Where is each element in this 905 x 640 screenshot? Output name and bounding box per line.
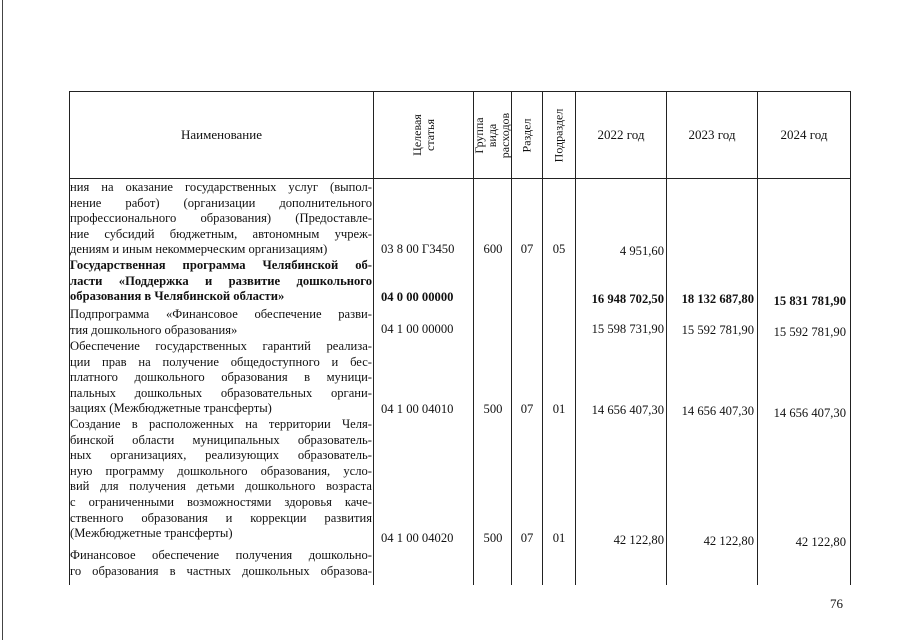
header-2024-text: 2024 год xyxy=(780,127,828,142)
table-row-name xyxy=(70,548,372,579)
amount-2024: 15 831 781,90 xyxy=(773,294,846,308)
header-group-text: Группа вида расходов xyxy=(472,112,512,158)
header-target-text: Целевая статья xyxy=(409,114,437,156)
group-code: 500 xyxy=(483,531,503,545)
name-line: Подпрограмма «Финансовое обеспечение разви- xyxy=(70,307,372,321)
amount-2024: 42 122,80 xyxy=(795,535,846,549)
name-line: зациях (Межбюджетные трансферты) xyxy=(70,401,272,416)
name-line: пальных дошкольных образовательных органи- xyxy=(70,385,372,400)
name-line: образования в Челябинской области» xyxy=(70,289,285,304)
name-line: ние субсидий бюджетным, автономным учреж- xyxy=(70,226,372,241)
header-name xyxy=(70,92,373,178)
name-line: тия дошкольного образования» xyxy=(70,322,238,337)
amount-2022: 15 598 731,90 xyxy=(591,322,664,336)
header-name-text: Наименование xyxy=(181,127,262,142)
table-row-name xyxy=(70,180,372,258)
name-line: Финансовое обеспечение получения дошкольно- xyxy=(70,548,372,562)
amount-2022: 14 656 407,30 xyxy=(591,403,664,417)
name-line: Создание в расположенных на территории Челя- xyxy=(70,417,372,431)
section-code: 07 xyxy=(520,242,534,256)
section-code: 07 xyxy=(520,402,534,416)
name-line: ласти «Поддержка и развитие дошкольного xyxy=(70,273,372,288)
table-row-name xyxy=(70,307,372,338)
name-line: Обеспечение государственных гарантий реализа- xyxy=(70,339,372,353)
amount-2023: 18 132 687,80 xyxy=(681,292,754,306)
header-target xyxy=(374,92,473,178)
amount-2022: 42 122,80 xyxy=(613,533,664,547)
amount-2022: 16 948 702,50 xyxy=(591,292,664,306)
group-code: 500 xyxy=(483,402,503,416)
header-subsection xyxy=(543,92,575,178)
page-number: 76 xyxy=(830,596,843,611)
target-code: 04 1 00 00000 xyxy=(381,322,454,336)
name-line: ных организациях, реализующих образователь- xyxy=(70,448,372,463)
amount-2024: 15 592 781,90 xyxy=(773,325,846,339)
header-2023 xyxy=(667,92,757,178)
section-code: 07 xyxy=(520,531,534,545)
page-edge xyxy=(2,0,3,640)
name-line: дениям и иным некоммерческим организациям) xyxy=(70,242,328,257)
target-code: 04 1 00 04020 xyxy=(381,531,454,545)
name-line: ния на оказание государственных услуг (выпол- xyxy=(70,180,372,194)
name-line: бинской области муниципальных образователь- xyxy=(70,432,372,447)
amount-2023: 14 656 407,30 xyxy=(681,404,754,418)
name-line: платного дошкольного образования в муници- xyxy=(70,370,372,385)
amount-2022: 4 951,60 xyxy=(619,244,664,258)
grid-line xyxy=(850,91,851,585)
name-line: (Межбюджетные трансферты) xyxy=(70,526,233,541)
target-code: 04 1 00 04010 xyxy=(381,402,454,416)
header-2024 xyxy=(758,92,850,178)
name-line: профессионального образования) (Предоставле- xyxy=(70,211,372,226)
amount-2024: 14 656 407,30 xyxy=(773,406,846,420)
name-line: го образования в частных дошкольных образова- xyxy=(70,563,372,578)
header-2022-text: 2022 год xyxy=(597,127,645,142)
table-row-name xyxy=(70,339,372,417)
header-2022 xyxy=(576,92,666,178)
name-line: с ограниченными возможностями здоровья каче- xyxy=(70,494,372,509)
header-subsection-text: Подраздел xyxy=(551,108,566,162)
header-section-text: Раздел xyxy=(519,118,534,152)
header-2023-text: 2023 год xyxy=(688,127,736,142)
target-code: 03 8 00 Г3450 xyxy=(381,242,455,256)
name-line: Государственная программа Челябинской об- xyxy=(70,258,372,272)
name-line: ственного образования и коррекции развития xyxy=(70,510,372,525)
subsection-code: 01 xyxy=(552,531,566,545)
group-code: 600 xyxy=(483,242,503,256)
table-row-name xyxy=(70,417,372,542)
table-row-name xyxy=(70,258,372,305)
name-line: нение работ) (организации дополнительного xyxy=(70,195,372,210)
subsection-code: 01 xyxy=(552,402,566,416)
name-line: ции прав на получение общедоступного и бес- xyxy=(70,354,372,369)
target-code: 04 0 00 00000 xyxy=(381,290,454,304)
header-group xyxy=(474,92,511,178)
header-section xyxy=(512,92,542,178)
name-line: ную программу дошкольного образования, усло- xyxy=(70,463,372,478)
amount-2023: 42 122,80 xyxy=(703,534,754,548)
amount-2023: 15 592 781,90 xyxy=(681,323,754,337)
subsection-code: 05 xyxy=(552,242,566,256)
name-line: вий для получения детьми дошкольного возраста xyxy=(70,479,372,494)
